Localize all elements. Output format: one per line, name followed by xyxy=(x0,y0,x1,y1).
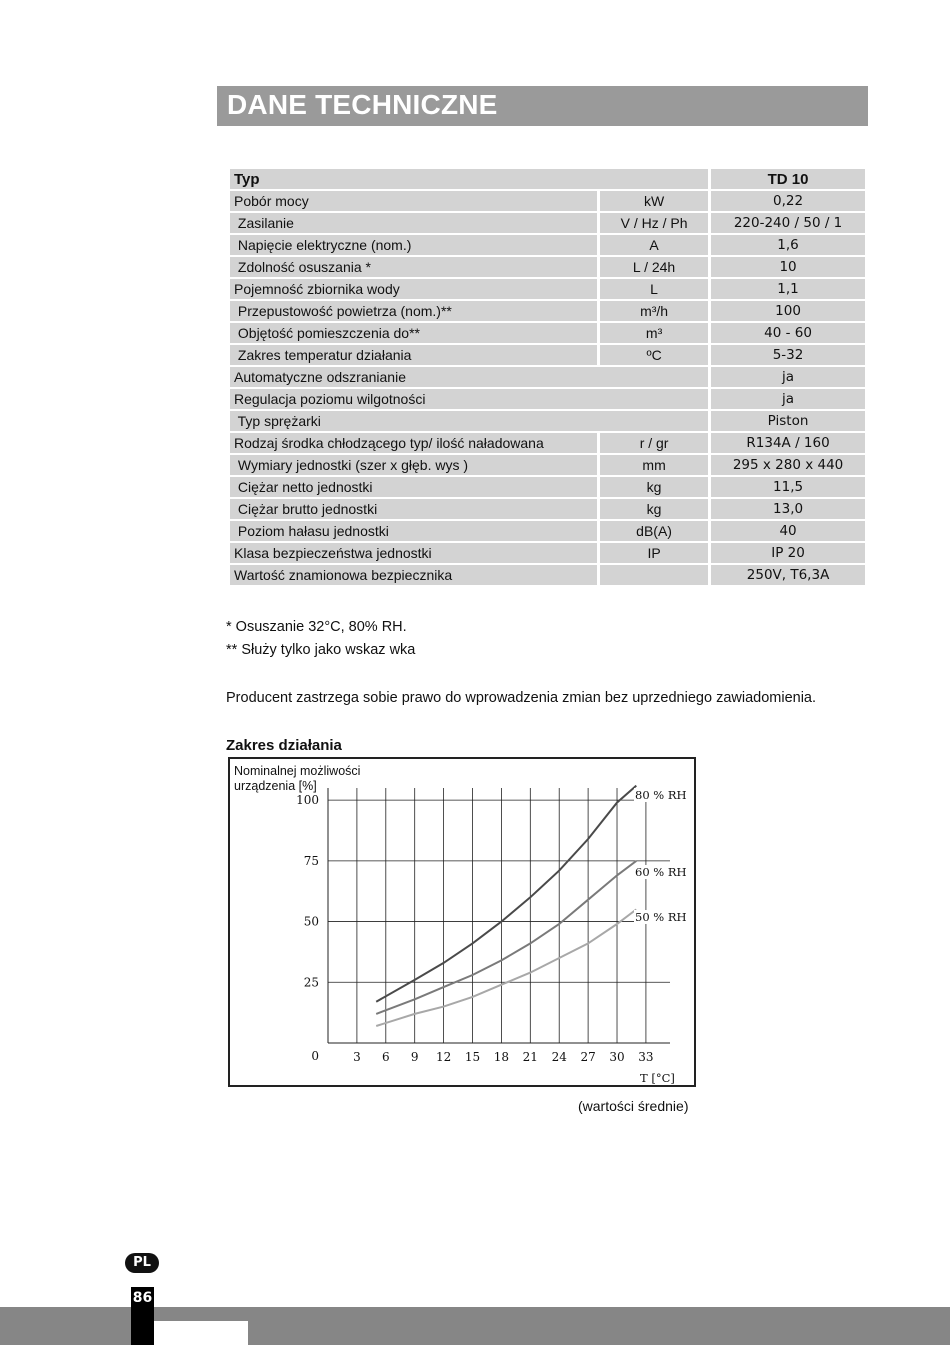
page-number: 86 xyxy=(132,1290,153,1306)
spec-unit xyxy=(600,565,708,585)
y-tick-label: 100 xyxy=(296,793,319,808)
chart-caption: (wartości średnie) xyxy=(578,1098,689,1114)
spec-value: IP 20 xyxy=(711,543,865,563)
x-tick-label: 21 xyxy=(522,1050,538,1064)
spec-row xyxy=(230,521,865,541)
spec-row xyxy=(230,389,865,409)
section-banner xyxy=(217,86,868,126)
spec-unit: mm xyxy=(600,455,708,475)
spec-row xyxy=(230,543,865,563)
spec-label: Przepustowość powietrza (nom.)** xyxy=(230,301,597,321)
spec-row xyxy=(230,565,865,585)
spec-value: 40 xyxy=(711,521,865,541)
spec-label: Ciężar brutto jednostki xyxy=(230,499,597,519)
footnote-drying: * Osuszanie 32°C, 80% RH. xyxy=(226,619,407,635)
spec-row xyxy=(230,345,865,365)
spec-value: 220-240 / 50 / 1 xyxy=(711,213,865,233)
spec-label: Objętość pomieszczenia do** xyxy=(230,323,597,343)
spec-value: 13,0 xyxy=(711,499,865,519)
spec-label: Zakres temperatur działania xyxy=(230,345,597,365)
spec-row xyxy=(230,323,865,343)
spec-row xyxy=(230,499,865,519)
spec-label: Typ sprężarki xyxy=(230,411,708,431)
spec-label: Zdolność osuszania * xyxy=(230,257,597,277)
spec-header-model: TD 10 xyxy=(711,169,865,189)
chart-svg xyxy=(230,759,694,1085)
x-tick-label: 18 xyxy=(493,1050,510,1064)
spec-label: Wartość znamionowa bezpiecznika xyxy=(230,565,597,585)
x-tick-label: 24 xyxy=(551,1050,567,1064)
y-tick-label: 50 xyxy=(303,914,319,929)
spec-label: Automatyczne odszranianie xyxy=(230,367,708,387)
spec-value: 5-32 xyxy=(711,345,865,365)
y-axis-label-line2: urządzenia [%] xyxy=(234,779,317,793)
spec-value: 1,6 xyxy=(711,235,865,255)
series-line xyxy=(376,909,636,1026)
spec-label: Pojemność zbiornika wody xyxy=(230,279,597,299)
spec-label: Pobór mocy xyxy=(230,191,597,211)
spec-value: 250V, T6,3A xyxy=(711,565,865,585)
spec-unit: m³ xyxy=(600,323,708,343)
spec-row xyxy=(230,367,865,387)
spec-unit: L xyxy=(600,279,708,299)
language-badge: PL xyxy=(125,1253,159,1273)
x-tick-label: 9 xyxy=(410,1050,419,1064)
x-tick-label: 12 xyxy=(435,1050,452,1064)
y-tick-label: 25 xyxy=(303,975,319,990)
spec-unit: A xyxy=(600,235,708,255)
series-line xyxy=(376,786,636,1002)
series-label: 80 % RH xyxy=(635,788,687,802)
spec-label: Rodzaj środka chłodzącego typ/ ilość naładowana xyxy=(230,433,597,453)
spec-unit: L / 24h xyxy=(600,257,708,277)
spec-label: Zasilanie xyxy=(230,213,597,233)
page-title: DANE TECHNICZNE xyxy=(227,89,498,120)
operating-range-chart xyxy=(228,757,696,1087)
y-tick-label: 75 xyxy=(303,853,319,868)
spec-value: Piston xyxy=(711,411,865,431)
spec-label: Napięcie elektryczne (nom.) xyxy=(230,235,597,255)
spec-value: ja xyxy=(711,367,865,387)
x-tick-label: 3 xyxy=(353,1050,361,1064)
spec-label: Ciężar netto jednostki xyxy=(230,477,597,497)
spec-label: Wymiary jednostki (szer x głęb. wys ) xyxy=(230,455,597,475)
spec-row xyxy=(230,455,865,475)
spec-row xyxy=(230,213,865,233)
spec-unit: r / gr xyxy=(600,433,708,453)
spec-unit: kg xyxy=(600,477,708,497)
series-label: 50 % RH xyxy=(635,910,687,924)
x-tick-label: 27 xyxy=(580,1050,596,1064)
spec-value: ja xyxy=(711,389,865,409)
spec-unit: V / Hz / Ph xyxy=(600,213,708,233)
y-axis-label-line1: Nominalnej możliwości xyxy=(234,764,361,778)
spec-value: 100 xyxy=(711,301,865,321)
footer-white-block xyxy=(154,1321,248,1345)
spec-unit: ºC xyxy=(600,345,708,365)
origin-label: 0 xyxy=(311,1049,319,1063)
x-tick-label: 6 xyxy=(381,1050,390,1064)
spec-value: 295 x 280 x 440 xyxy=(711,455,865,475)
spec-row xyxy=(230,433,865,453)
spec-row xyxy=(230,301,865,321)
spec-header-label: Typ xyxy=(230,169,708,189)
spec-table-header xyxy=(230,169,865,189)
spec-value: 0,22 xyxy=(711,191,865,211)
footnote-guide: ** Służy tylko jako wskaz wka xyxy=(226,642,416,658)
spec-row xyxy=(230,411,865,431)
spec-value: 11,5 xyxy=(711,477,865,497)
spec-label: Regulacja poziomu wilgotności xyxy=(230,389,708,409)
chart-section-title: Zakres działania xyxy=(226,737,342,754)
spec-unit: m³/h xyxy=(600,301,708,321)
x-tick-label: 33 xyxy=(638,1050,654,1064)
disclaimer-text: Producent zastrzega sobie prawo do wprowadzenia zmian bez uprzedniego zawiadomienia. xyxy=(226,690,817,706)
spec-unit: kg xyxy=(600,499,708,519)
spec-row xyxy=(230,257,865,277)
spec-unit: kW xyxy=(600,191,708,211)
x-axis-label: T [°C] xyxy=(640,1071,675,1085)
spec-value: R134A / 160 xyxy=(711,433,865,453)
spec-row xyxy=(230,235,865,255)
spec-value: 1,1 xyxy=(711,279,865,299)
spec-unit: IP xyxy=(600,543,708,563)
x-tick-label: 30 xyxy=(609,1050,625,1064)
spec-row xyxy=(230,477,865,497)
spec-unit: dB(A) xyxy=(600,521,708,541)
spec-value: 40 - 60 xyxy=(711,323,865,343)
spec-label: Poziom hałasu jednostki xyxy=(230,521,597,541)
spec-row xyxy=(230,279,865,299)
spec-row xyxy=(230,191,865,211)
x-tick-label: 15 xyxy=(464,1050,481,1064)
spec-label: Klasa bezpieczeństwa jednostki xyxy=(230,543,597,563)
spec-value: 10 xyxy=(711,257,865,277)
spec-table xyxy=(227,167,868,587)
series-label: 60 % RH xyxy=(635,865,687,879)
